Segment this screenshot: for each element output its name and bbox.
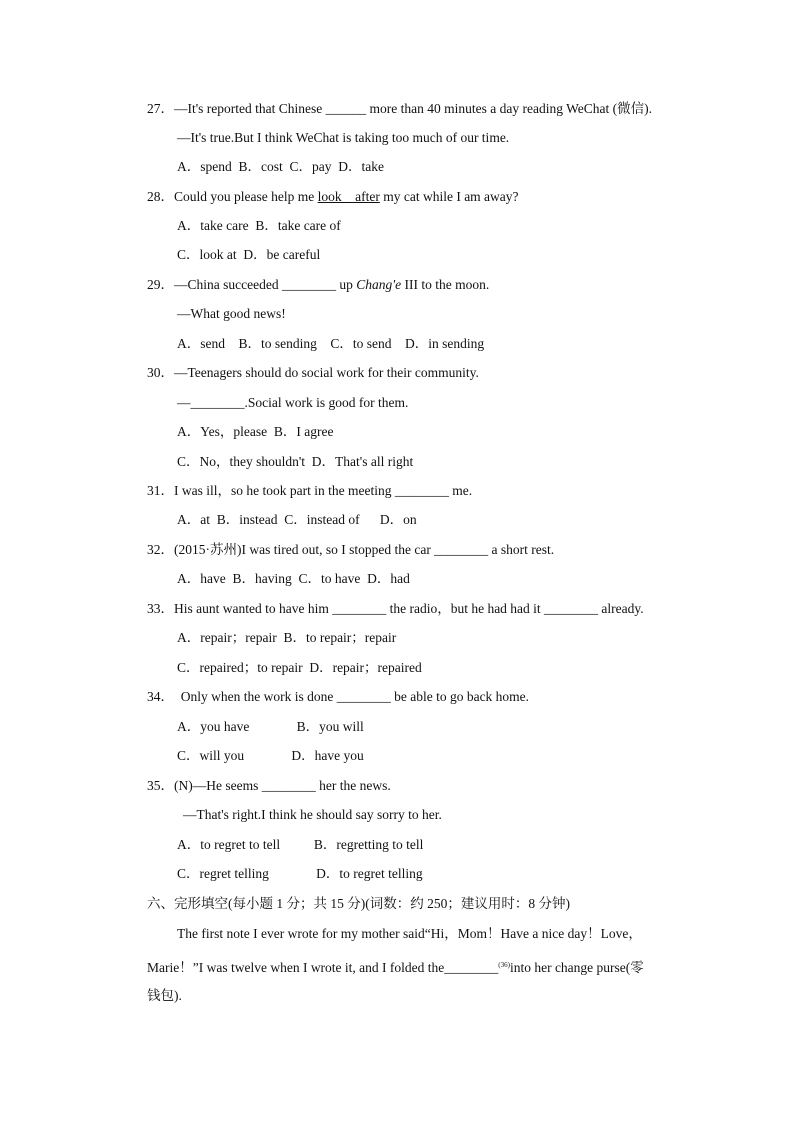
question-30-options-row2: C．No，they shouldn't D．That's all right bbox=[177, 454, 414, 469]
question-33-options-row2: C．repaired；to repair D．repair；repaired bbox=[177, 660, 422, 675]
cloze-paragraph-line-2 bbox=[147, 956, 644, 977]
question-34-options-row1: A．you have B．you will bbox=[177, 719, 364, 734]
question-28-underlined-phrase: look after bbox=[317, 189, 380, 204]
question-33-stem: 33．His aunt wanted to have him ________ the radio，but he had had it ________ already. bbox=[147, 601, 644, 616]
question-35-reply: —That's right.I think he should say sorry to her. bbox=[183, 807, 442, 822]
question-35-stem: 35．(N)—He seems ________ her the news. bbox=[147, 778, 391, 793]
question-27-stem: 27．—It's reported that Chinese ______ more than 40 minutes a day reading WeChat (微信). bbox=[147, 101, 652, 116]
question-28-options-row2: C．look at D．be careful bbox=[177, 247, 321, 262]
question-29-reply: —What good news! bbox=[177, 306, 286, 321]
question-29-stem-end: III to the moon. bbox=[401, 277, 490, 292]
question-27-options: A．spend B．cost C．pay D．take bbox=[177, 159, 384, 174]
question-35-options-row2: C．regret telling D．to regret telling bbox=[177, 866, 423, 881]
question-29-stem-start: 29．—China succeeded ________ up bbox=[147, 277, 357, 292]
cloze-paragraph-line-1: The first note I ever wrote for my mother said“Hi，Mom！Have a nice day！Love， bbox=[177, 926, 642, 941]
question-31-options: A．at B．instead C．instead of D．on bbox=[177, 512, 417, 527]
cloze-paragraph-line-3: 钱包). bbox=[147, 988, 182, 1003]
question-30-reply: —________.Social work is good for them. bbox=[177, 395, 409, 410]
question-34-stem: 34． Only when the work is done ________ be able to go back home. bbox=[147, 689, 530, 704]
question-34-options-row2: C．will you D．have you bbox=[177, 748, 364, 763]
question-28-stem bbox=[147, 188, 519, 206]
question-29-stem bbox=[147, 276, 489, 294]
question-30-stem: 30．—Teenagers should do social work for their community. bbox=[147, 365, 479, 380]
section-6-heading: 六、完形填空(每小题 1 分；共 15 分)(词数：约 250；建议用时：8 分钟) bbox=[147, 896, 570, 911]
question-28-stem-end: my cat while I am away? bbox=[379, 189, 519, 204]
question-29-italic-name: Chang'e bbox=[356, 277, 402, 292]
question-27-reply: —It's true.But I think WeChat is taking too much of our time. bbox=[177, 130, 510, 145]
question-29-options: A．send B．to sending C．to send D．in sending bbox=[177, 336, 485, 351]
question-33-options-row1: A．repair；repair B．to repair；repair bbox=[177, 630, 397, 645]
blank-number-36: (36) bbox=[498, 961, 510, 969]
question-32-stem: 32．(2015·苏州)I was tired out, so I stopped the car ________ a short rest. bbox=[147, 542, 555, 557]
question-28-options-row1: A．take care B．take care of bbox=[177, 218, 341, 233]
question-35-options-row1: A．to regret to tell B．regretting to tell bbox=[177, 837, 424, 852]
question-32-options: A．have B．having C．to have D．had bbox=[177, 571, 410, 586]
question-31-stem: 31．I was ill，so he took part in the meeting ________ me. bbox=[147, 483, 473, 498]
question-28-stem-start: 28．Could you please help me bbox=[147, 189, 318, 204]
question-30-options-row1: A．Yes，please B．I agree bbox=[177, 424, 334, 439]
cloze-line-2-start: Marie！”I was twelve when I wrote it, and I folded the________ bbox=[147, 960, 499, 975]
cloze-line-2-end: into her change purse(零 bbox=[509, 960, 644, 975]
